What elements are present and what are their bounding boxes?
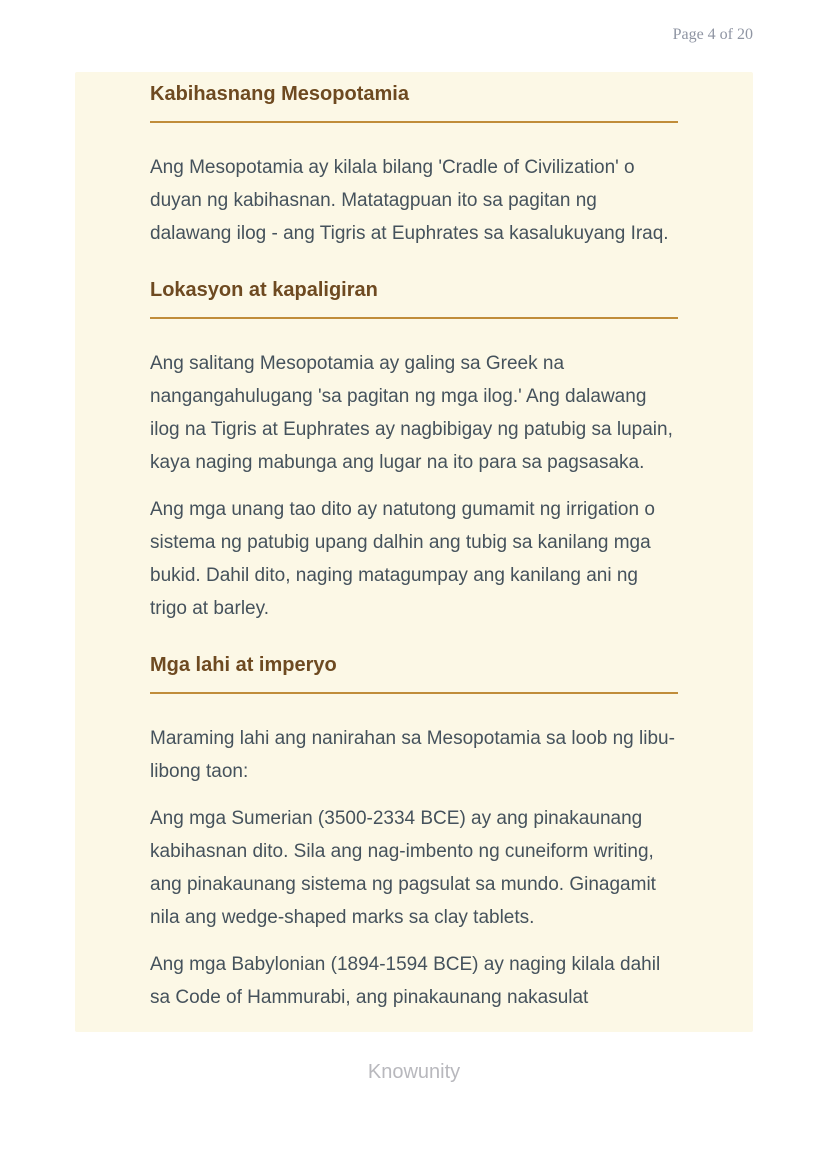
paragraph: Maraming lahi ang nanirahan sa Mesopotamia sa loob ng libu-libong taon:	[150, 728, 675, 782]
paragraph: Ang salitang Mesopotamia ay galing sa Greek na nangangahulugang 'sa pagitan ng mga ilog.' Ang dalawang ilog na Tigris at Euphrates ay nagbibigay ng patubig sa lupain, kaya naging mabunga ang lugar na ito para sa pagsasaka.	[150, 353, 673, 473]
paragraph: Ang mga unang tao dito ay natutong gumamit ng irrigation o sistema ng patubig upang dalhin ang tubig sa kanilang mga bukid. Dahil dito, naging matagumpay ang kanilang ani ng trigo at barley.	[150, 499, 655, 619]
section-heading: Lokasyon at kapaligiran	[150, 279, 378, 301]
heading-divider	[150, 121, 678, 123]
content-card	[75, 72, 753, 1032]
paragraph: Ang mga Sumerian (3500-2334 BCE) ay ang pinakaunang kabihasnan dito. Sila ang nag-imbento ng cuneiform writing, ang pinakaunang sistema ng pagsulat sa mundo. Ginagamit nila ang wedge-shaped marks sa clay tablets.	[150, 808, 656, 928]
section-heading: Kabihasnang Mesopotamia	[150, 83, 409, 105]
heading-divider	[150, 692, 678, 694]
paragraph: Ang Mesopotamia ay kilala bilang 'Cradle of Civilization' o duyan ng kabihasnan. Matatagpuan ito sa pagitan ng dalawang ilog - ang Tigris at Euphrates sa kasalukuyang Iraq.	[150, 157, 669, 244]
paragraph: Ang mga Babylonian (1894-1594 BCE) ay naging kilala dahil sa Code of Hammurabi, ang pinakaunang nakasulat	[150, 954, 661, 1008]
section-heading: Mga lahi at imperyo	[150, 654, 337, 676]
page-number-indicator: Page 4 of 20	[672, 26, 753, 43]
heading-divider	[150, 317, 678, 319]
brand-footer: Knowunity	[367, 1061, 461, 1083]
